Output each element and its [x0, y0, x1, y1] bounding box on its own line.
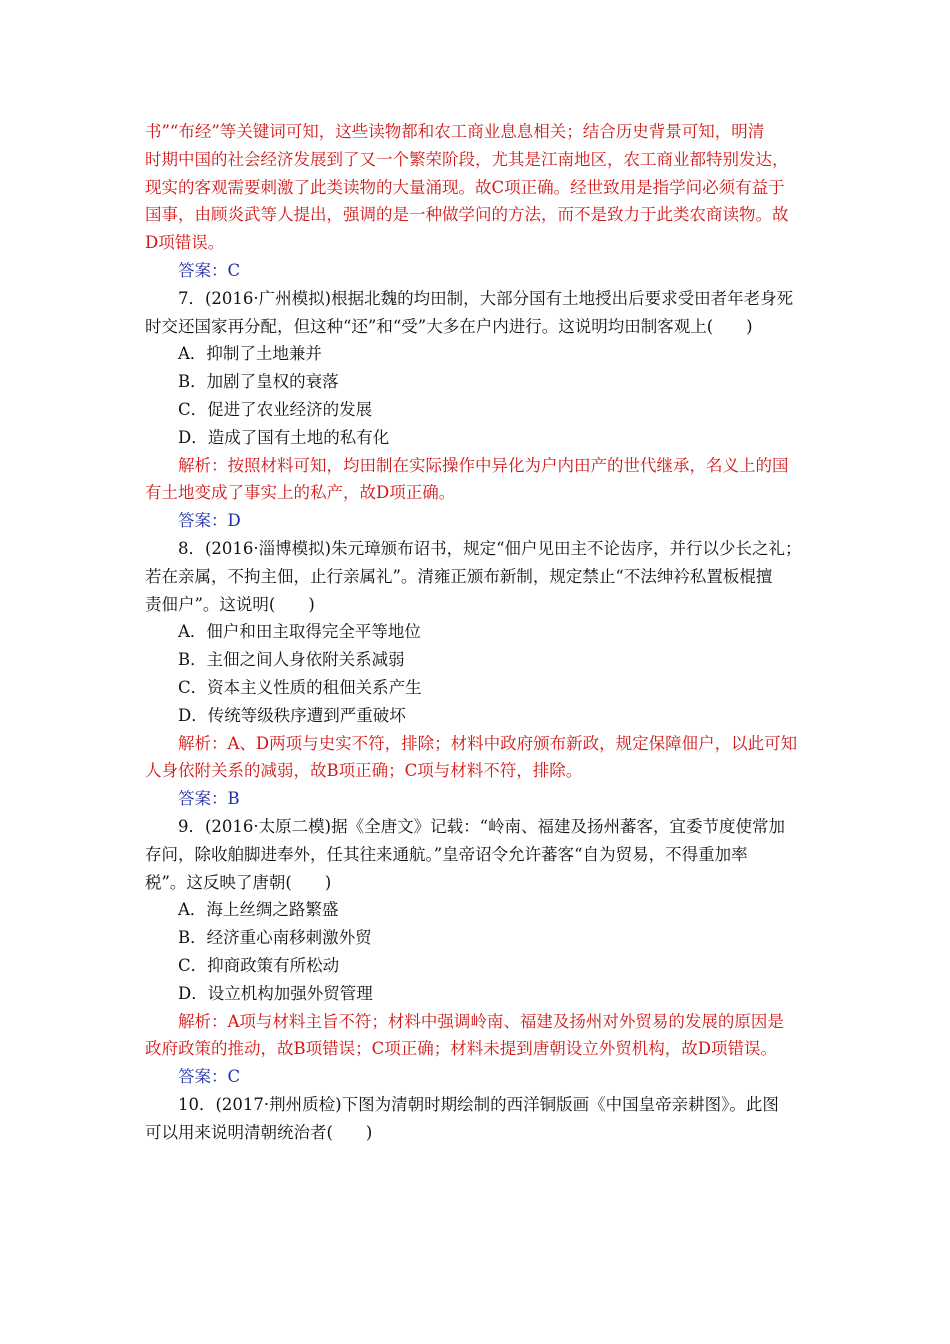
answer-line: 答案：D	[178, 511, 241, 531]
question-stem: 时交还国家再分配，但这种“还”和“受”大多在户内进行。这说明均田制客观上( )	[145, 316, 753, 336]
option-c: C．资本主义性质的租佃关系产生	[178, 677, 422, 697]
option-b: B．主佃之间人身依附关系减弱	[178, 650, 405, 670]
explanation-line: 解析：A项与材料主旨不符；材料中强调岭南、福建及扬州对外贸易的发展的原因是	[178, 1011, 784, 1031]
explanation-line: 解析：A、D两项与史实不符，排除；材料中政府颁布新政，规定保障佃户，以此可知	[178, 733, 798, 753]
question-stem: 税”。这反映了唐朝( )	[145, 872, 332, 892]
question-10	[145, 1091, 813, 1147]
question-stem: 可以用来说明清朝统治者( )	[145, 1122, 373, 1142]
answer-line: 答案：C	[178, 1067, 241, 1087]
explanation-line: 时期中国的社会经济发展到了又一个繁荣阶段，尤其是江南地区，农工商业都特别发达，	[145, 149, 789, 169]
explanation-line: 解析：按照材料可知，均田制在实际操作中异化为户内田产的世代继承，名义上的国	[178, 455, 789, 475]
document-page	[145, 118, 813, 1146]
explanation-line: D项错误。	[145, 233, 225, 253]
option-d: D．设立机构加强外贸管理	[178, 983, 373, 1003]
answer-line: 答案：B	[178, 789, 240, 809]
explanation-line: 书”“布经”等关键词可知，这些读物都和农工商业息息相关；结合历史背景可知，明清	[145, 122, 765, 141]
option-d: D．传统等级秩序遭到严重破坏	[178, 705, 406, 725]
option-d: D．造成了国有土地的私有化	[178, 427, 390, 447]
question-stem: 若在亲属，不拘主佃，止行亲属礼”。清雍正颁布新制，规定禁止“不法绅衿私置板棍擅	[145, 566, 773, 586]
explanation-line: 政府政策的推动，故B项错误；C项正确；材料未提到唐朝设立外贸机构，故D项错误。	[145, 1039, 777, 1059]
option-b: B．加剧了皇权的衰落	[178, 372, 339, 392]
option-b: B．经济重心南移刺激外贸	[178, 928, 372, 948]
prev-explanation	[145, 118, 813, 285]
question-stem: 责佃户”。这说明( )	[145, 594, 315, 614]
option-c: C．抑商政策有所松动	[178, 955, 340, 975]
explanation-line: 现实的客观需要刺激了此类读物的大量涌现。故C项正确。经世致用是指学问必须有益于	[145, 177, 785, 197]
option-a: A．佃户和田主取得完全平等地位	[178, 622, 421, 642]
explanation-line: 有土地变成了事实上的私产，故D项正确。	[145, 483, 456, 503]
question-stem: 7．(2016·广州模拟)根据北魏的均田制，大部分国有土地授出后要求受田者年老身死	[178, 288, 794, 308]
question-stem: 8．(2016·淄博模拟)朱元璋颁布诏书，规定“佃户见田主不论齿序，并行以少长之礼；	[178, 538, 802, 558]
option-c: C．促进了农业经济的发展	[178, 399, 373, 419]
explanation-line: 人身依附关系的减弱，故B项正确；C项与材料不符，排除。	[145, 761, 583, 781]
question-stem: 9．(2016·太原二模)据《全唐文》记载：“岭南、福建及扬州蕃客，宜委节度使常加	[178, 816, 786, 836]
option-a: A．抑制了土地兼并	[178, 344, 322, 364]
question-stem: 10．(2017·荆州质检)下图为清朝时期绘制的西洋铜版画《中国皇帝亲耕图》。此图	[178, 1094, 779, 1114]
question-9	[145, 813, 813, 1091]
question-8	[145, 535, 813, 813]
answer-line: 答案：C	[178, 260, 241, 280]
question-7	[145, 285, 813, 535]
explanation-line: 国事，由顾炎武等人提出，强调的是一种做学问的方法，而不是致力于此类农商读物。故	[145, 205, 789, 225]
question-stem: 存问，除收舶脚进奉外，任其往来通航。”皇帝诏令允许蕃客“自为贸易，不得重加率	[145, 844, 748, 864]
option-a: A．海上丝绸之路繁盛	[178, 900, 339, 920]
